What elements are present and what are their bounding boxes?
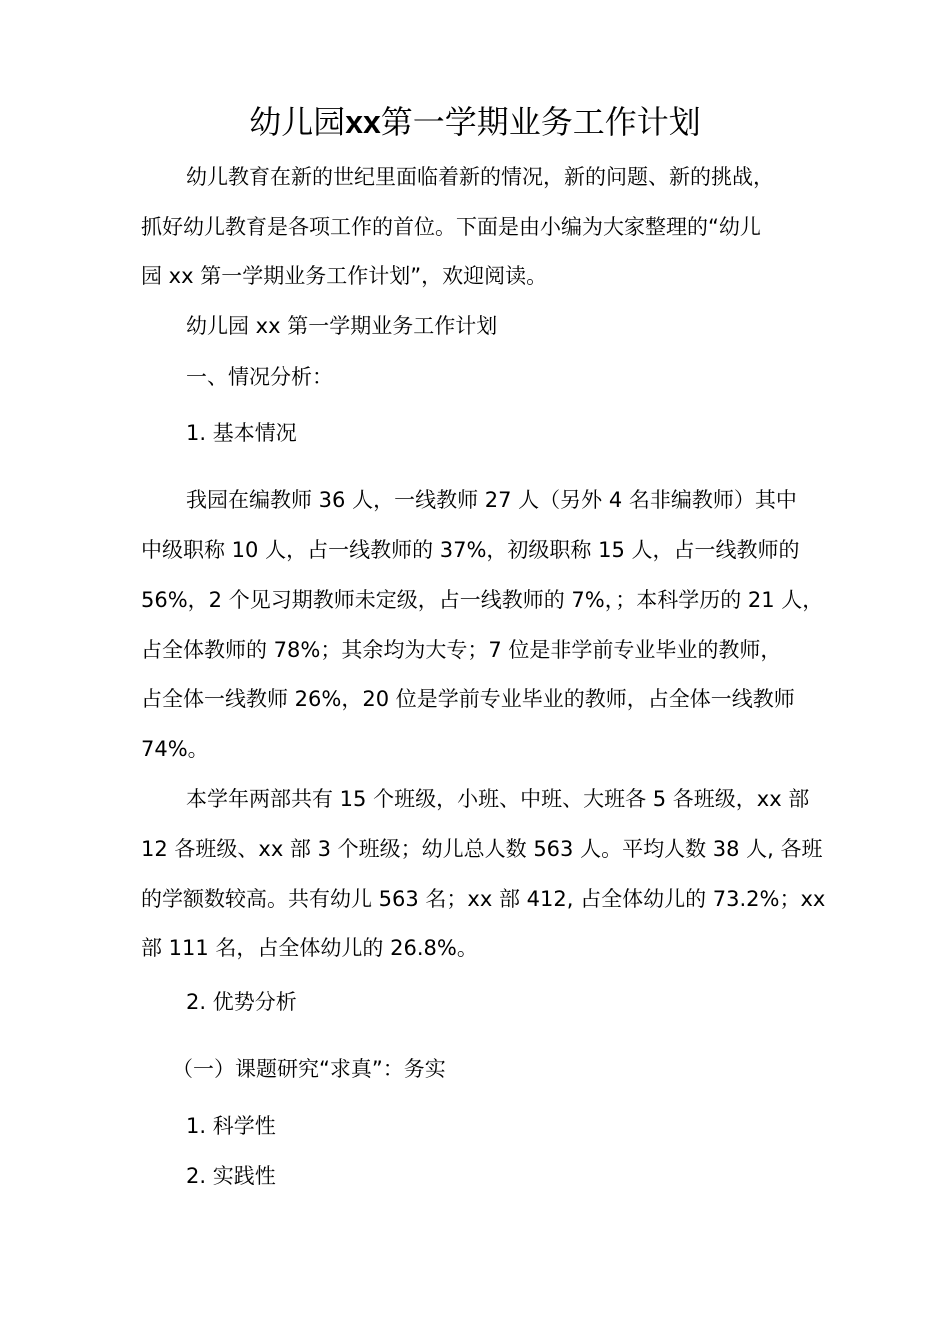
para-classes-line-2: 12 各班级、xx 部 3 个班级；幼儿总人数 563 人。平均人数 38 人, 各班 <box>141 837 823 861</box>
para-teachers-line-1: 我园在编教师 36 人，一线教师 27 人（另外 4 名非编教师）其中 <box>186 488 797 512</box>
item-heading-advantage: 2. 优势分析 <box>186 990 297 1014</box>
list-item: 2. 实践性 <box>186 1164 276 1188</box>
document-title <box>0 100 950 144</box>
list-item: 1. 科学性 <box>186 1114 276 1138</box>
para-classes-line-4: 部 111 名，占全体幼儿的 26.8%。 <box>141 936 478 960</box>
intro-line-2: 抓好幼儿教育是各项工作的首位。下面是由小编为大家整理的“幼儿 <box>141 215 761 239</box>
para-classes-line-3: 的学额数较高。共有幼儿 563 名；xx 部 412, 占全体幼儿的 73.2%；xx <box>141 887 826 911</box>
title-suffix: 第一学期业务工作计划 <box>380 103 701 141</box>
intro-line-1: 幼儿教育在新的世纪里面临着新的情况，新的问题、新的挑战， <box>186 165 774 189</box>
para-teachers-line-3: 56%，2 个见习期教师未定级，占一线教师的 7%，；本科学历的 21 人， <box>141 588 824 612</box>
intro-line-3: 园 xx 第一学期业务工作计划”，欢迎阅读。 <box>141 264 548 288</box>
subtitle: 幼儿园 xx 第一学期业务工作计划 <box>186 314 498 338</box>
sub-heading: （一）课题研究“求真”：务实 <box>172 1057 446 1081</box>
section-heading: 一、情况分析： <box>186 365 333 389</box>
para-teachers-line-5: 占全体一线教师 26%，20 位是学前专业毕业的教师，占全体一线教师 <box>141 687 795 711</box>
title-latin: xx <box>345 104 381 140</box>
para-teachers-line-2: 中级职称 10 人，占一线教师的 37%，初级职称 15 人，占一线教师的 <box>141 538 800 562</box>
para-teachers-line-4: 占全体教师的 78%；其余均为大专；7 位是非学前专业毕业的教师， <box>141 638 782 662</box>
item-heading-basic: 1. 基本情况 <box>186 421 297 445</box>
para-classes-line-1: 本学年两部共有 15 个班级，小班、中班、大班各 5 各班级，xx 部 <box>186 787 810 811</box>
title-prefix: 幼儿园 <box>249 103 346 141</box>
para-teachers-line-6: 74%。 <box>141 737 209 761</box>
